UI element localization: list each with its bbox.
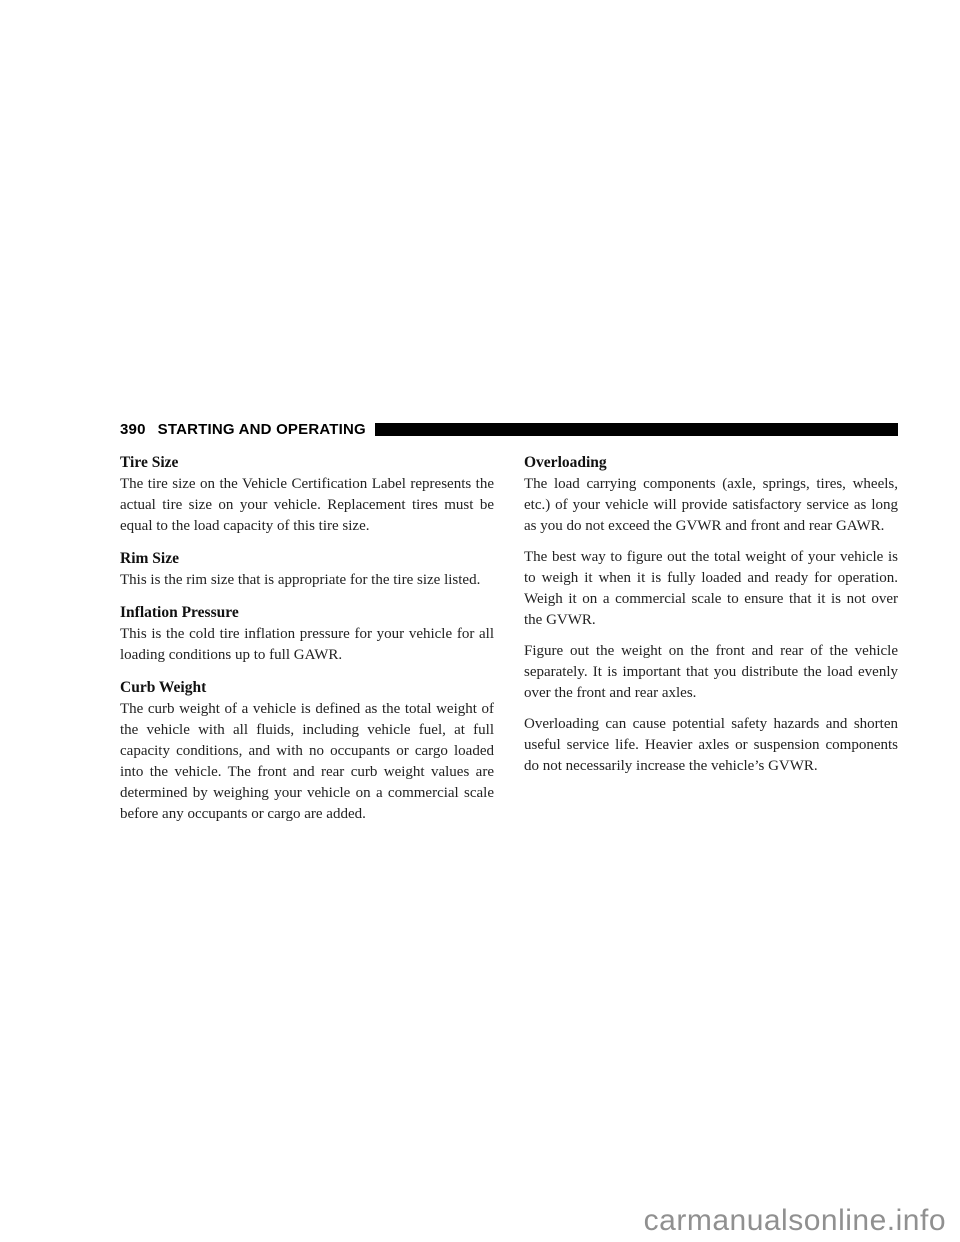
section-paragraph: The load carrying components (axle, springs, tires, wheels, etc.) of your vehicle will provide satisfactory service as long as you do not exceed the GVWR and front and rear GAWR. [524, 476, 898, 534]
header-rule-bar [375, 423, 898, 436]
section-inflation-pressure [120, 602, 494, 666]
section-paragraph: Figure out the weight on the front and rear of the vehicle separately. It is important that you distribute the load evenly over the front and rear axles. [524, 643, 898, 701]
section-heading: Rim Size [120, 550, 179, 567]
section-heading: Inflation Pressure [120, 604, 239, 621]
section-overloading [524, 452, 898, 777]
section-paragraph: The curb weight of a vehicle is defined as the total weight of the vehicle with all fluids, including vehicle fuel, at full capacity conditions, and with no occupants or cargo loaded into the vehicle. The front and rear curb weight values are determined by weighing your vehicle on a commercial scale before any occupants or cargo are added. [120, 701, 494, 822]
section-tire-size [120, 452, 494, 537]
chapter-title: STARTING AND OPERATING [157, 421, 366, 438]
right-column [524, 452, 898, 835]
section-paragraph: This is the rim size that is appropriate for the tire size listed. [120, 572, 481, 588]
section-curb-weight [120, 677, 494, 825]
section-heading: Tire Size [120, 454, 179, 471]
left-column [120, 452, 494, 835]
manual-page [120, 421, 898, 835]
section-paragraph: The best way to figure out the total weight of your vehicle is to weigh it when it is fully loaded and ready for operation. Weigh it on a commercial scale to ensure that it is not over the GVWR. [524, 549, 898, 628]
two-column-layout [120, 452, 898, 835]
watermark-text: carmanualsonline.info [643, 1204, 946, 1237]
section-paragraph: The tire size on the Vehicle Certification Label represents the actual tire size on your vehicle. Replacement tires must be equal to the load capacity of this tire size. [120, 476, 494, 534]
section-paragraph: Overloading can cause potential safety hazards and shorten useful service life. Heavier axles or suspension components do not necessarily increase the vehicle’s GVWR. [524, 716, 898, 774]
section-heading: Curb Weight [120, 679, 207, 696]
page-header [120, 421, 898, 438]
section-rim-size [120, 548, 494, 591]
section-paragraph: This is the cold tire inflation pressure for your vehicle for all loading conditions up to full GAWR. [120, 626, 494, 663]
page-number: 390 [120, 421, 146, 438]
section-heading: Overloading [524, 454, 607, 471]
